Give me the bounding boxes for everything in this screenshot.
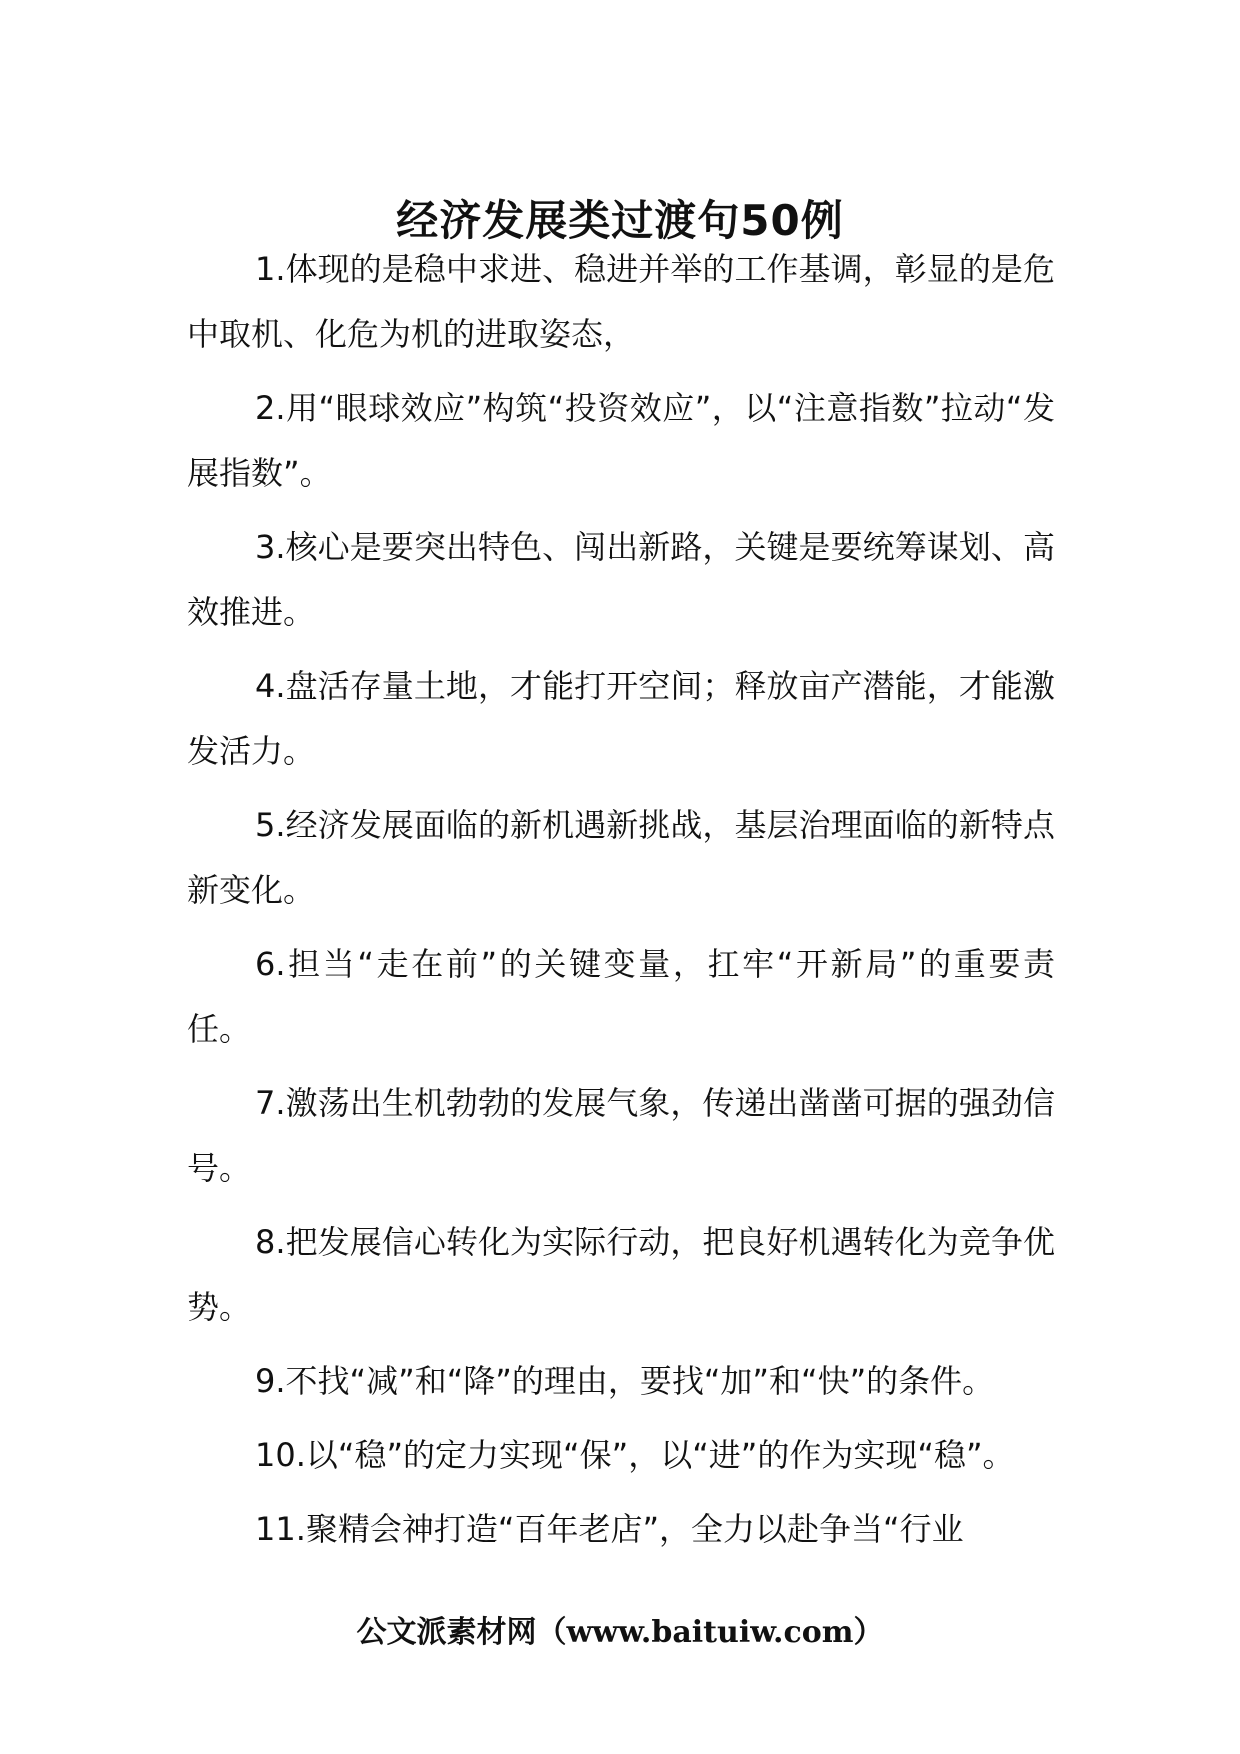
paragraph-9: 9.不找“减”和“降”的理由，要找“加”和“快”的条件。 [255, 1362, 995, 1400]
document-body [187, 237, 1055, 1571]
paragraph-10: 10.以“稳”的定力实现“保”，以“进”的作为实现“稳”。 [255, 1436, 1015, 1474]
paragraph-5: 5.经济发展面临的新机遇新挑战，基层治理面临的新特点新变化。 [187, 806, 1055, 909]
page-title: 经济发展类过渡句50例 [396, 196, 844, 246]
paragraph-4: 4.盘活存量土地，才能打开空间；释放亩产潜能，才能激发活力。 [187, 667, 1055, 770]
page-footer: 公文派素材网（www.baituiw.com） [356, 1615, 884, 1650]
paragraph-8: 8.把发展信心转化为实际行动，把良好机遇转化为竞争优势。 [187, 1223, 1055, 1326]
paragraph-11: 11.聚精会神打造“百年老店”，全力以赴争当“行业 [255, 1510, 964, 1548]
paragraph-2: 2.用“眼球效应”构筑“投资效应”，以“注意指数”拉动“发展指数”。 [187, 389, 1055, 492]
paragraph-3: 3.核心是要突出特色、闯出新路，关键是要统筹谋划、高效推进。 [187, 528, 1055, 631]
paragraph-6: 6.担当“走在前”的关键变量，扛牢“开新局”的重要责任。 [187, 945, 1055, 1048]
paragraph-1: 1.体现的是稳中求进、稳进并举的工作基调，彰显的是危中取机、化危为机的进取姿态， [187, 250, 1055, 353]
paragraph-7: 7.激荡出生机勃勃的发展气象，传递出凿凿可据的强劲信号。 [187, 1084, 1055, 1187]
